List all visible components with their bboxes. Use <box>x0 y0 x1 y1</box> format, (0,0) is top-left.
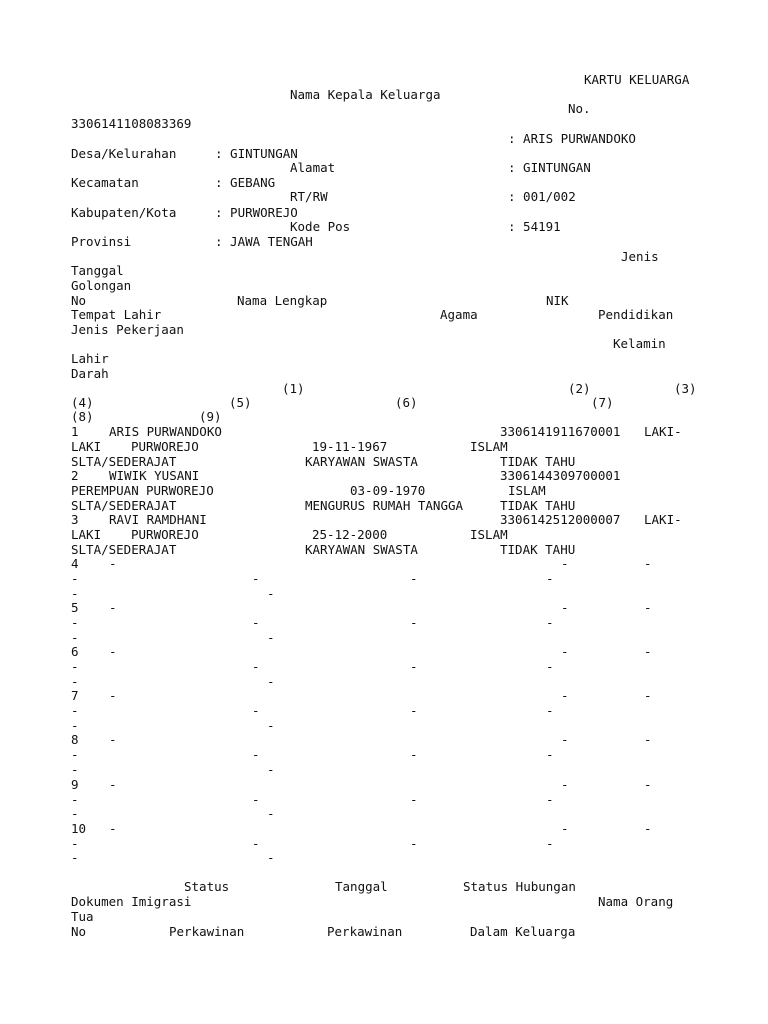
dash: - <box>71 571 79 586</box>
dash: - <box>546 792 554 807</box>
dash: - <box>644 688 652 703</box>
member-religion: ISLAM <box>508 483 546 498</box>
member-nik: 3306141911670001 <box>500 424 621 439</box>
col-number-4: (4) <box>71 395 94 410</box>
dash: - <box>71 792 79 807</box>
col-nama-orang-tua-header: Nama Orang <box>598 894 674 909</box>
col-number-8: (8) <box>71 409 94 424</box>
dash: - <box>109 600 117 615</box>
member-education: SLTA/SEDERAJAT <box>71 498 177 513</box>
col-golongan-header: Golongan <box>71 278 132 293</box>
dash: - <box>252 571 260 586</box>
dash: - <box>410 792 418 807</box>
col-agama-header: Agama <box>440 307 478 322</box>
col-number-1: (1) <box>282 381 305 396</box>
dash: - <box>267 630 275 645</box>
member-birthplace: PURWOREJO <box>146 483 214 498</box>
member-nik: 3306144309700001 <box>500 468 621 483</box>
member-birthdate: 03-09-1970 <box>350 483 426 498</box>
col-tua-header: Tua <box>71 909 94 924</box>
dash: - <box>410 659 418 674</box>
dash: - <box>252 703 260 718</box>
dash: - <box>71 659 79 674</box>
col-perkawinan-header: Perkawinan <box>169 924 245 939</box>
dash: - <box>644 600 652 615</box>
dash: - <box>267 718 275 733</box>
member-birthplace: PURWOREJO <box>131 527 199 542</box>
col-status-hubungan-header: Status Hubungan <box>463 879 576 894</box>
member-sex-part1: LAKI- <box>644 512 682 527</box>
dash: - <box>71 703 79 718</box>
member-job: KARYAWAN SWASTA <box>305 454 418 469</box>
rtrw-label: RT/RW <box>290 189 328 204</box>
dash: - <box>561 556 569 571</box>
kabupaten-label: Kabupaten/Kota <box>71 205 177 220</box>
dash: - <box>644 777 652 792</box>
dash: - <box>252 659 260 674</box>
dash: - <box>109 644 117 659</box>
member-blood: TIDAK TAHU <box>500 454 576 469</box>
member-education: SLTA/SEDERAJAT <box>71 542 177 557</box>
dash: - <box>644 556 652 571</box>
dash: - <box>546 571 554 586</box>
dash: - <box>410 703 418 718</box>
member-name: WIWIK YUSANI <box>109 468 200 483</box>
row-no: 8 <box>71 732 79 747</box>
dash: - <box>252 836 260 851</box>
dash: - <box>561 600 569 615</box>
col-kelamin-header: Kelamin <box>613 336 666 351</box>
rtrw-value: : 001/002 <box>508 189 576 204</box>
dash: - <box>267 806 275 821</box>
dash: - <box>561 732 569 747</box>
member-education: SLTA/SEDERAJAT <box>71 454 177 469</box>
col-nik-header: NIK <box>546 293 569 308</box>
member-sex-part1: LAKI- <box>644 424 682 439</box>
alamat-label: Alamat <box>290 160 336 175</box>
kodepos-value: : 54191 <box>508 219 561 234</box>
member-religion: ISLAM <box>470 439 508 454</box>
member-birthdate: 19-11-1967 <box>312 439 388 454</box>
col-dalam-keluarga-header: Dalam Keluarga <box>470 924 576 939</box>
dash: - <box>267 586 275 601</box>
col-pendidikan-header: Pendidikan <box>598 307 674 322</box>
member-sex: PEREMPUAN <box>71 483 139 498</box>
dash: - <box>546 703 554 718</box>
dash: - <box>71 586 79 601</box>
member-blood: TIDAK TAHU <box>500 542 576 557</box>
col-number-3: (3) <box>674 381 697 396</box>
head-of-family-value: : ARIS PURWANDOKO <box>508 131 636 146</box>
col-number-2: (2) <box>568 381 591 396</box>
dash: - <box>410 571 418 586</box>
col-tanggal-header: Tanggal <box>71 263 124 278</box>
document-title: KARTU KELUARGA <box>584 72 690 87</box>
row-no: 5 <box>71 600 79 615</box>
desa-value: : GINTUNGAN <box>215 146 298 161</box>
dash: - <box>71 836 79 851</box>
col-no-header-2: No <box>71 924 87 939</box>
col-dokumen-imigrasi-header: Dokumen Imigrasi <box>71 894 192 909</box>
dash: - <box>71 806 79 821</box>
dash: - <box>546 747 554 762</box>
col-perkawinan-date-header: Perkawinan <box>327 924 403 939</box>
dash: - <box>561 777 569 792</box>
dash: - <box>109 777 117 792</box>
kk-number: 3306141108083369 <box>71 116 192 131</box>
kodepos-label: Kode Pos <box>290 219 351 234</box>
member-no: 1 <box>71 424 79 439</box>
kecamatan-label: Kecamatan <box>71 175 139 190</box>
row-no: 9 <box>71 777 79 792</box>
member-sex-part2: LAKI <box>71 527 102 542</box>
col-tanggal-perkawinan-header: Tanggal <box>335 879 388 894</box>
dash: - <box>252 747 260 762</box>
dash: - <box>644 644 652 659</box>
member-birthplace: PURWOREJO <box>131 439 199 454</box>
dash: - <box>71 747 79 762</box>
col-number-9: (9) <box>199 409 222 424</box>
member-sex-part2: LAKI <box>71 439 102 454</box>
row-no: 7 <box>71 688 79 703</box>
col-no-header: No <box>71 293 87 308</box>
col-jenis-header: Jenis <box>621 249 659 264</box>
dash: - <box>644 732 652 747</box>
member-birthdate: 25-12-2000 <box>312 527 388 542</box>
alamat-value: : GINTUNGAN <box>508 160 591 175</box>
dash: - <box>71 850 79 865</box>
col-nama-header: Nama Lengkap <box>237 293 328 308</box>
col-number-5: (5) <box>229 395 252 410</box>
dash: - <box>644 821 652 836</box>
row-no: 6 <box>71 644 79 659</box>
member-religion: ISLAM <box>470 527 508 542</box>
dash: - <box>546 836 554 851</box>
col-darah-header: Darah <box>71 366 109 381</box>
dash: - <box>109 732 117 747</box>
dash: - <box>546 615 554 630</box>
row-no: 4 <box>71 556 79 571</box>
dash: - <box>252 792 260 807</box>
dash: - <box>267 762 275 777</box>
col-number-6: (6) <box>395 395 418 410</box>
dash: - <box>561 821 569 836</box>
dash: - <box>267 674 275 689</box>
kabupaten-value: : PURWOREJO <box>215 205 298 220</box>
kk-no-label: No. <box>568 101 591 116</box>
provinsi-label: Provinsi <box>71 234 132 249</box>
col-pekerjaan-header: Jenis Pekerjaan <box>71 322 184 337</box>
member-blood: TIDAK TAHU <box>500 498 576 513</box>
kecamatan-value: : GEBANG <box>215 175 276 190</box>
member-no: 2 <box>71 468 79 483</box>
dash: - <box>71 630 79 645</box>
col-status-perkawinan-header: Status <box>184 879 230 894</box>
dash: - <box>109 556 117 571</box>
dash: - <box>410 747 418 762</box>
dash: - <box>252 615 260 630</box>
dash: - <box>561 688 569 703</box>
col-lahir-header: Lahir <box>71 351 109 366</box>
col-tempat-lahir-header: Tempat Lahir <box>71 307 162 322</box>
member-name: RAVI RAMDHANI <box>109 512 207 527</box>
head-of-family-label: Nama Kepala Keluarga <box>290 87 441 102</box>
col-number-7: (7) <box>591 395 614 410</box>
row-no: 10 <box>71 821 87 836</box>
dash: - <box>71 718 79 733</box>
dash: - <box>109 821 117 836</box>
dash: - <box>561 644 569 659</box>
dash: - <box>546 659 554 674</box>
desa-label: Desa/Kelurahan <box>71 146 177 161</box>
dash: - <box>410 615 418 630</box>
member-name: ARIS PURWANDOKO <box>109 424 222 439</box>
provinsi-value: : JAWA TENGAH <box>215 234 313 249</box>
dash: - <box>71 674 79 689</box>
member-no: 3 <box>71 512 79 527</box>
dash: - <box>109 688 117 703</box>
dash: - <box>71 762 79 777</box>
dash: - <box>71 615 79 630</box>
dash: - <box>267 850 275 865</box>
member-job: KARYAWAN SWASTA <box>305 542 418 557</box>
member-job: MENGURUS RUMAH TANGGA <box>305 498 464 513</box>
member-nik: 3306142512000007 <box>500 512 621 527</box>
dash: - <box>410 836 418 851</box>
